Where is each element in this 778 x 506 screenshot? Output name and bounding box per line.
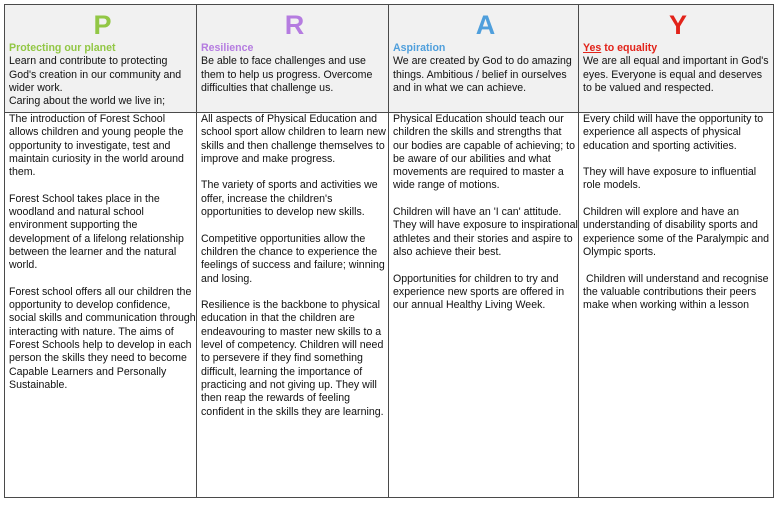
paragraph: Opportunities for children to try and experience new sports are offered in our annual Healthy Living Week. bbox=[393, 272, 565, 312]
header-cell-p bbox=[5, 5, 197, 113]
desc-aspiration: We are created by God to do amazing things. Ambitious / belief in ourselves and in what we can achieve. bbox=[393, 55, 572, 94]
paragraph: Forest School takes place in the woodland and natural school environment supporting the development of a lifelong relationship between the learner and the natural world. bbox=[9, 192, 184, 272]
paragraph: They will have exposure to influential role models. bbox=[583, 166, 757, 192]
header-cell-y bbox=[579, 5, 774, 113]
paragraph: Children will understand and recognise the valuable contributions their peers make when working within a lesson bbox=[583, 272, 772, 312]
header-cell-r bbox=[197, 5, 389, 113]
title-yes-rest: to equality bbox=[601, 42, 658, 54]
body-row bbox=[5, 113, 774, 498]
desc-protecting-our-planet: Learn and contribute to protecting God's creation in our community and wider work. Caring about the world we live in; bbox=[9, 55, 182, 108]
title-aspiration: Aspiration bbox=[393, 42, 446, 54]
desc-resilience: Be able to face challenges and use them to help us progress. Overcome difficulties that challenge us. bbox=[201, 55, 373, 94]
letter-r: R bbox=[284, 10, 305, 40]
title-resilience: Resilience bbox=[201, 42, 254, 54]
paragraph: Children will explore and have an understanding of disability sports and experience some of the Paralympic and Olympic sports. bbox=[583, 206, 770, 258]
body-cell-a bbox=[389, 113, 579, 498]
paragraph: Resilience is the backbone to physical education in that the children are endeavouring to master new skills to a level of competency. Children will need to persevere if they find something difficult, learning the importance of practicing and not giving up. They will then reap the rewards of feeling confident in the skills they are learning. bbox=[201, 299, 384, 418]
body-cell-p bbox=[5, 113, 197, 498]
header-cell-a bbox=[389, 5, 579, 113]
title-yes-to-equality bbox=[583, 42, 773, 55]
paragraph: Physical Education should teach our children the skills and strengths that our bodies are capable of achieving; to be aware of our abilities and what movements are required to master a wide range of motions. bbox=[393, 113, 575, 192]
paragraph: Every child will have the opportunity to experience all aspects of physical education and sporting activities. bbox=[583, 113, 764, 152]
letter-p: P bbox=[93, 10, 112, 40]
pray-values-table bbox=[4, 4, 774, 498]
title-protecting-our-planet: Protecting our planet bbox=[9, 42, 116, 54]
desc-yes-to-equality: We are all equal and important in God's eyes. Everyone is equal and deserves to be valued and respected. bbox=[583, 55, 769, 94]
letter-a: A bbox=[475, 10, 496, 40]
paragraph: Competitive opportunities allow the children the chance to experience the feelings of success and failure; winning and losing. bbox=[201, 232, 385, 285]
letter-y: Y bbox=[668, 10, 687, 40]
paragraph: The variety of sports and activities we offer, increase the children's opportunities to develop new skills. bbox=[201, 179, 378, 219]
title-yes-word: Yes bbox=[583, 42, 602, 54]
paragraph: Children will have an 'I can' attitude. They will have exposure to inspirational athletes and their stories and aspire to also achieve their best. bbox=[393, 206, 578, 258]
paragraph: All aspects of Physical Education and school sport allow children to learn new skills and then challenge themselves to improve and make progress. bbox=[201, 113, 386, 165]
body-cell-r bbox=[197, 113, 389, 498]
body-cell-y bbox=[579, 113, 774, 498]
paragraph: The introduction of Forest School allows children and young people the opportunity to investigate, test and maintain curiosity in the world around them. bbox=[9, 113, 184, 179]
header-row bbox=[5, 5, 774, 113]
paragraph: Forest school offers all our children the opportunity to develop confidence, social skills and communication through interacting with nature. The aims of Forest Schools help to develop in each person the skills they need to become Capable Learners and Personally Sustainable. bbox=[9, 285, 196, 391]
